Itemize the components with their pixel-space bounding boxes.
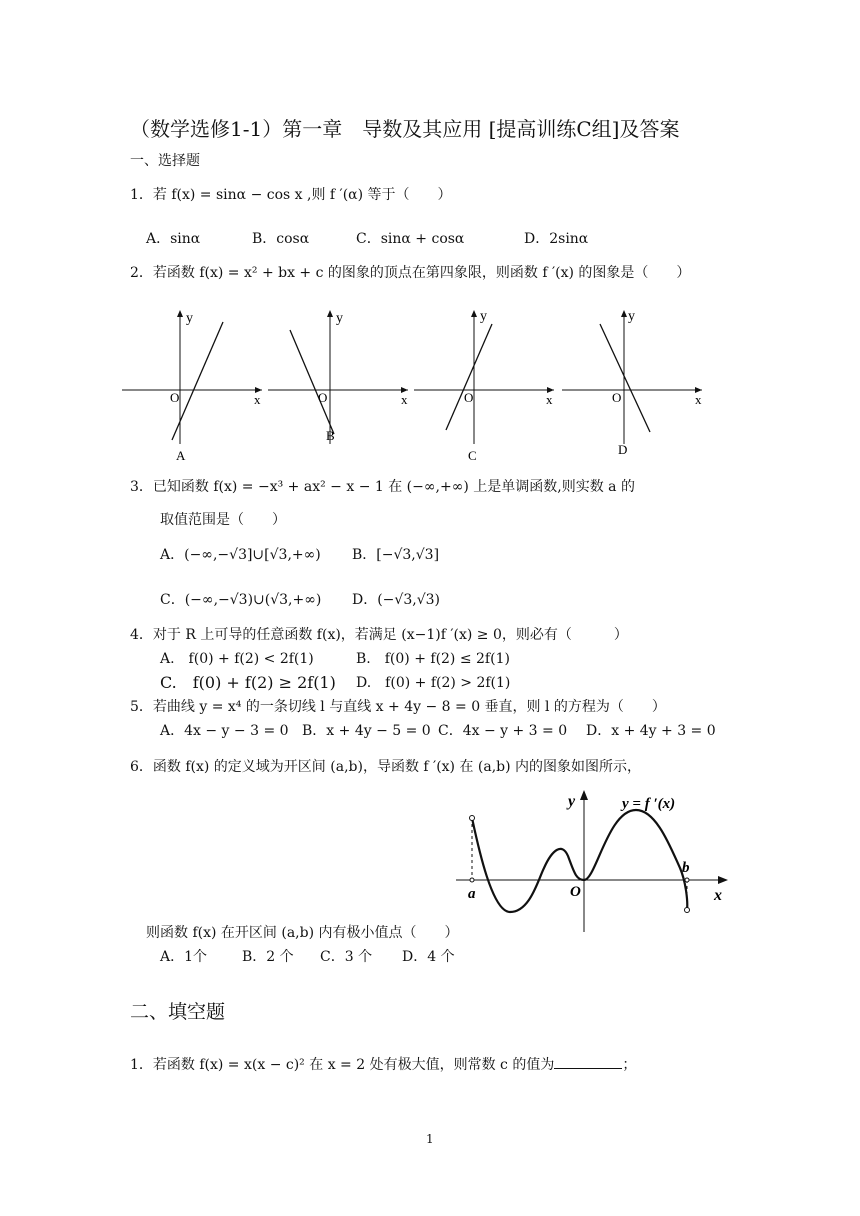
question-2-stem: 2．若函数 f(x) = x² + bx + c 的图象的顶点在第四象限，则函数 f ′(x) 的图象是（ ）	[130, 265, 691, 281]
question-6-derivative-graph	[456, 786, 736, 936]
question-6-option-d: D．4 个	[402, 949, 455, 965]
section-heading-choice: 一、选择题	[130, 153, 200, 169]
question-5-option-c: C．4x − y + 3 = 0	[438, 723, 568, 739]
question-3-option-b: B．[−√3,√3]	[352, 547, 440, 563]
origin-label: O	[170, 390, 180, 405]
question-5-option-a: A．4x − y − 3 = 0	[160, 723, 289, 739]
fill-in-question-1	[130, 1054, 636, 1074]
question-6-option-a: A．1个	[160, 949, 208, 965]
svg-text:y: y	[480, 309, 487, 324]
question-5-option-b: B．x + 4y − 5 = 0	[302, 723, 431, 739]
question-5-stem: 5．若曲线 y = x⁴ 的一条切线 l 与直线 x + 4y − 8 = 0 垂直，则 l 的方程为（ ）	[130, 699, 666, 715]
question-6-option-b: B．2 个	[242, 949, 294, 965]
fill-in-question-1-stem: 1．若函数 f(x) = x(x − c)² 在 x = 2 处有极大值，则常数 c 的值为	[130, 1057, 555, 1073]
question-4-option-b: B. f(0) + f(2) ≤ 2f(1)	[356, 651, 510, 667]
graph-label-a: a	[468, 886, 476, 902]
question-3-option-c: C．(−∞,−√3)∪(√3,+∞)	[160, 592, 322, 608]
question-2-graph-c	[414, 304, 564, 464]
question-2-graph-b	[268, 304, 418, 464]
page-title: （数学选修1-1）第一章 导数及其应用 [提高训练C组]及答案	[130, 117, 680, 141]
question-3-option-d: D．(−√3,√3)	[352, 592, 440, 608]
section-heading-fill-in: 二、填空题	[130, 1001, 226, 1023]
graph-label-y: y	[568, 793, 576, 810]
question-1-stem: 1．若 f(x) = sinα − cos x ,则 f ′(α) 等于（ ）	[130, 187, 452, 203]
question-4-option-d: D. f(0) + f(2) > 2f(1)	[356, 675, 511, 691]
svg-text:x: x	[546, 392, 553, 407]
axis-x-label: x	[254, 392, 261, 407]
question-6-option-c: C．3 个	[320, 949, 373, 965]
question-4-stem: 4．对于 R 上可导的任意函数 f(x)，若满足 (x−1)f ′(x) ≥ 0，则必有（ ）	[130, 627, 628, 643]
graph-label-a: A	[176, 448, 186, 463]
svg-text:x: x	[401, 392, 408, 407]
fill-in-question-1-tail: ；	[622, 1057, 637, 1073]
graph-label-b: b	[682, 860, 690, 876]
graph-label-origin: O	[570, 884, 581, 900]
svg-text:y: y	[628, 309, 635, 324]
svg-text:y: y	[336, 311, 343, 326]
graph-label-function: y = f ′(x)	[622, 796, 676, 812]
question-3-option-a: A．(−∞,−√3]∪[√3,+∞)	[160, 547, 321, 563]
axis-y-label: y	[186, 311, 193, 326]
graph-label-b: B	[326, 428, 335, 443]
graph-label-x: x	[714, 887, 722, 904]
svg-text:O: O	[464, 390, 474, 405]
page-number: 1	[426, 1132, 434, 1146]
question-6-stem-continued: 则函数 f(x) 在开区间 (a,b) 内有极小值点（ ）	[146, 925, 459, 941]
question-5-option-d: D．x + 4y + 3 = 0	[586, 723, 716, 739]
svg-text:x: x	[695, 392, 702, 407]
question-3-stem-continued: 取值范围是（ ）	[160, 512, 286, 528]
svg-text:O: O	[612, 390, 622, 405]
question-3-stem: 3．已知函数 f(x) = −x³ + ax² − x − 1 在 (−∞,+∞) 上是单调函数,则实数 a 的	[130, 479, 635, 495]
graph-label-d: D	[618, 442, 628, 457]
question-4-option-a: A. f(0) + f(2) < 2f(1)	[160, 651, 314, 667]
answer-blank	[554, 1054, 622, 1069]
question-1-option-b: B．cosα	[252, 231, 310, 247]
question-1-option-c: C．sinα + cosα	[356, 231, 465, 247]
svg-text:O: O	[318, 390, 328, 405]
question-2-graph-d	[562, 304, 712, 464]
question-6-stem: 6．函数 f(x) 的定义域为开区间 (a,b)，导函数 f ′(x) 在 (a,b) 内的图象如图所示，	[130, 759, 642, 775]
question-1-option-d: D．2sinα	[524, 231, 589, 247]
question-2-graph-a	[122, 304, 272, 464]
graph-label-c: C	[468, 448, 477, 463]
question-1-option-a: A．sinα	[146, 231, 201, 247]
question-4-option-c: C. f(0) + f(2) ≥ 2f(1)	[160, 673, 336, 692]
